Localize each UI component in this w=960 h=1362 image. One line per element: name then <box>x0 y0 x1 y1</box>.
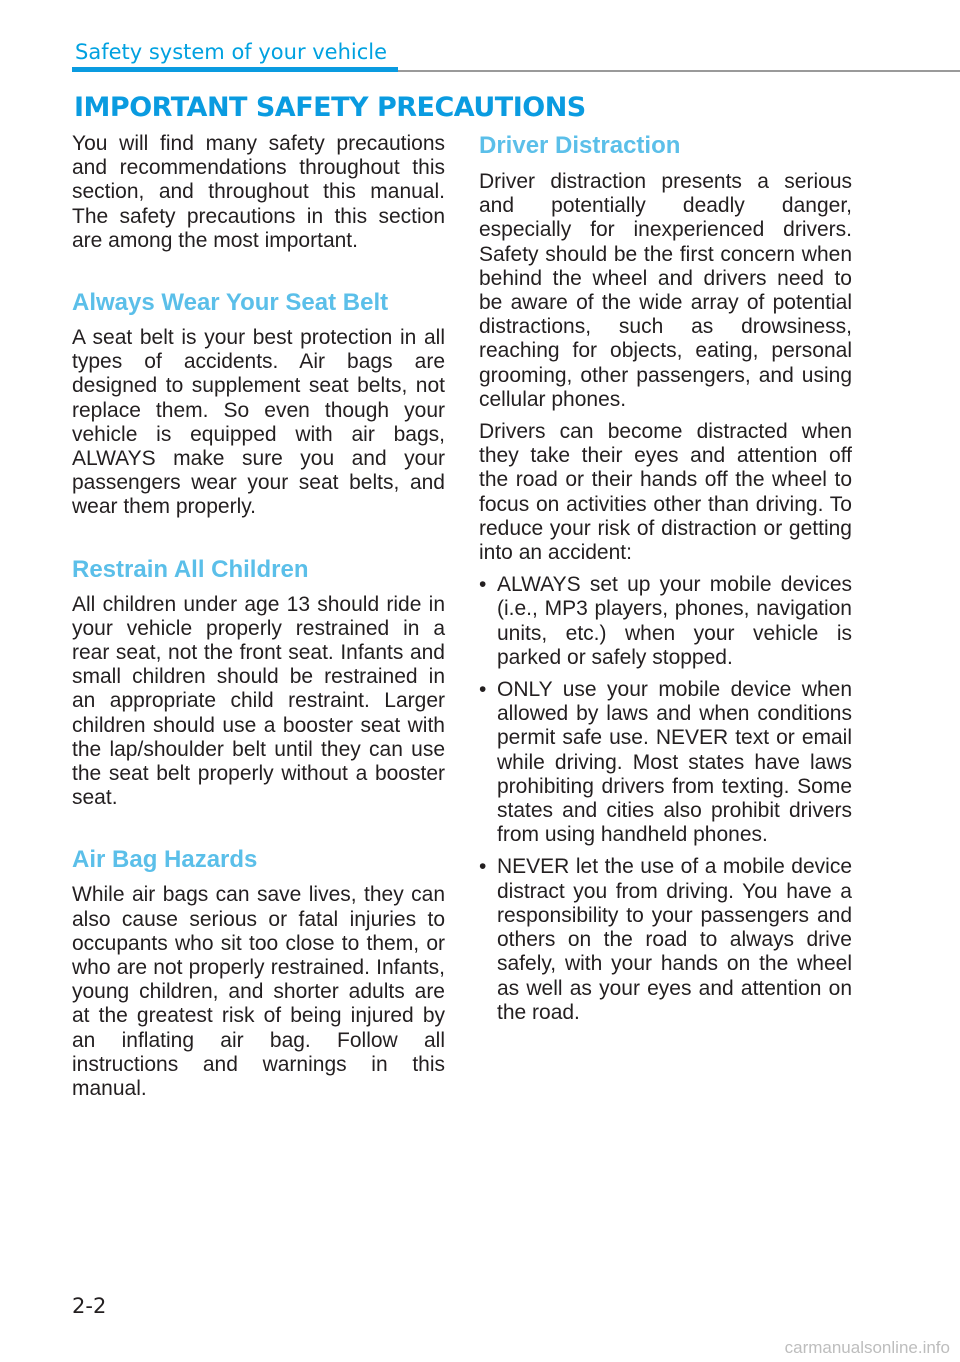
distraction-paragraph-2: Drivers can become distracted when they take their eyes and attention off the road or their hands off the wheel to focus on activities other than driving. To reduce your risk of distraction or getting into an accident: <box>479 420 852 565</box>
list-item <box>479 855 852 1024</box>
page-title: IMPORTANT SAFETY PRECAUTIONS <box>74 92 586 123</box>
air-bag-hazards-paragraph: While air bags can save lives, they can also cause serious or fatal injuries to occupants who sit too close to them, or who are not properly restrained. Infants, young children, and shorter adults are at the greatest risk of being injured by an inflating air bag. Follow all instructions and warnings in this manual. <box>72 883 445 1101</box>
heading-air-bag-hazards: Air Bag Hazards <box>72 846 258 874</box>
list-item <box>479 678 852 847</box>
bullet-icon: • <box>479 855 487 879</box>
distraction-paragraph-1: Driver distraction presents a serious and potentially deadly danger, especially for inexperienced drivers. Safety should be the first concern when behind the wheel and drivers need to be aware of the wide array of potential distractions, such as drowsiness, reaching for objects, eating, personal grooming, other passengers, and using cellular phones. <box>479 170 852 411</box>
left-column <box>72 132 445 1101</box>
heading-driver-distraction: Driver Distraction <box>479 132 681 159</box>
list-item <box>479 573 852 670</box>
watermark: carmanualsonline.info <box>784 1338 950 1357</box>
intro-paragraph: You will find many safety precautions and recommendations throughout this section, and throughout this manual. The safety precautions in this section are among the most important. <box>72 132 445 252</box>
page-number: 2-2 <box>72 1294 107 1318</box>
restrain-children-paragraph: All children under age 13 should ride in your vehicle properly restrained in a rear seat, not the front seat. Infants and small children should be restrained in an appropriate child restraint. Larger children should use a booster seat with the lap/shoulder belt until they can use the seat belt properly without a booster seat. <box>72 592 445 810</box>
header-divider-line <box>398 70 960 72</box>
seat-belt-paragraph: A seat belt is your best protection in all types of accidents. Air bags are designed to supplement seat belts, not replace them. So even though your vehicle is equipped with air bags, ALWAYS make sure you and your passengers wear your seat belts, and wear them properly. <box>72 326 445 519</box>
heading-restrain-children: Restrain All Children <box>72 555 309 583</box>
header-accent-bar <box>72 67 398 72</box>
list-item-text: ALWAYS set up your mobile devices (i.e., MP3 players, phones, navigation units, etc.) when your vehicle is parked or safely stopped. <box>497 573 852 669</box>
list-item-text: ONLY use your mobile device when allowed by laws and when conditions permit safe use. NEVER text or email while driving. Most states have laws prohibiting drivers from texting. Some states and cities also prohibit drivers from using handheld phones. <box>497 678 852 847</box>
heading-seat-belt: Always Wear Your Seat Belt <box>72 289 389 317</box>
section-title: Safety system of your vehicle <box>75 40 388 64</box>
section-header <box>72 38 960 78</box>
right-column <box>479 132 852 1025</box>
list-item-text: NEVER let the use of a mobile device distract you from driving. You have a responsibility to your passengers and others on the road to always drive safely, with your hands on the wheel as well as your eyes and attention on the road. <box>497 855 852 1024</box>
distraction-bullet-list <box>479 573 852 1025</box>
bullet-icon: • <box>479 678 487 702</box>
bullet-icon: • <box>479 573 487 597</box>
